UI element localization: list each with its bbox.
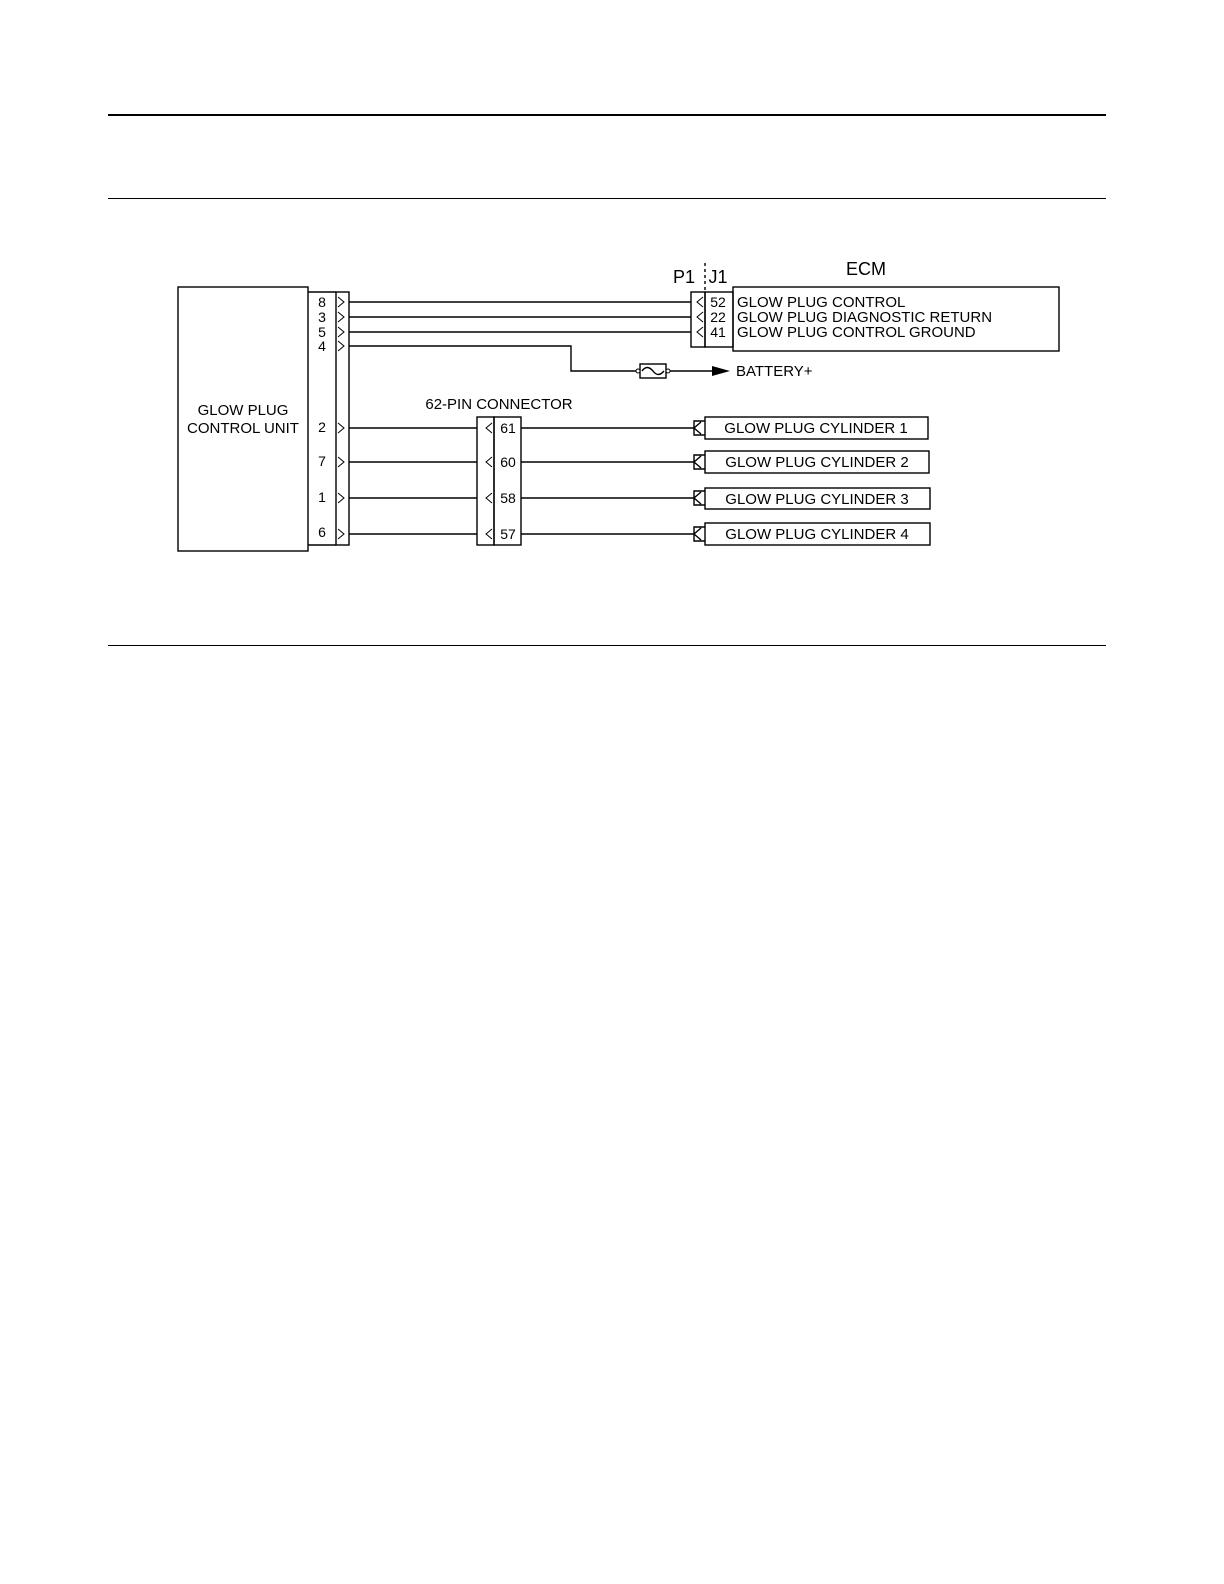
battery-arrow-icon	[712, 366, 730, 376]
pin-chevron	[338, 493, 344, 503]
fuse-terminal	[636, 369, 640, 373]
glow-plug-control-unit-box	[178, 287, 308, 551]
pin-chevron	[697, 297, 703, 307]
pin-chevron	[338, 312, 344, 322]
pin-chevron	[338, 423, 344, 433]
ecm-title: ECM	[846, 259, 886, 279]
ecm-plug-label: P1	[672, 267, 696, 287]
pin-chevron	[338, 297, 344, 307]
pin-chevron	[486, 529, 492, 539]
gpcu-connector	[336, 292, 349, 545]
cylinder-label: GLOW PLUG CYLINDER 4	[725, 526, 909, 543]
gpcu-label-line2: CONTROL UNIT	[187, 420, 299, 437]
gpcu-label-line1: GLOW PLUG	[197, 402, 289, 419]
pin-chevron	[697, 312, 703, 322]
gpcu-pin: 4	[318, 338, 326, 354]
62-pin-number: 60	[500, 454, 516, 470]
gpcu-pin: 7	[318, 453, 326, 469]
cylinder-label: GLOW PLUG CYLINDER 1	[724, 420, 908, 437]
gpcu-pin: 5	[318, 324, 326, 340]
cylinder-terminal-1	[694, 421, 705, 435]
gpcu-pin: 6	[318, 524, 326, 540]
wire-4-battery	[349, 346, 638, 371]
ecm-signal: GLOW PLUG DIAGNOSTIC RETURN	[737, 309, 993, 326]
fuse-terminal	[666, 369, 670, 373]
ecm-pin: 41	[710, 324, 726, 340]
gpcu-pin: 8	[318, 294, 326, 310]
gpcu-pin: 3	[318, 309, 326, 325]
pin-chevron	[697, 327, 703, 337]
cylinder-label: GLOW PLUG CYLINDER 3	[725, 491, 909, 508]
62-pin-number: 57	[500, 526, 516, 542]
pin-chevron	[338, 529, 344, 539]
pin-chevron	[338, 457, 344, 467]
cylinder-terminal-4	[694, 527, 705, 541]
62-pin-number: 58	[500, 490, 516, 506]
pin-chevron	[486, 493, 492, 503]
cylinder-terminal-2	[694, 455, 705, 469]
62-pin-connector-left	[477, 417, 494, 545]
62-pin-number: 61	[500, 420, 516, 436]
cylinder-label: GLOW PLUG CYLINDER 2	[725, 454, 909, 471]
pin-chevron	[486, 457, 492, 467]
battery-label: BATTERY+	[736, 363, 813, 380]
ecm-signal: GLOW PLUG CONTROL GROUND	[737, 324, 976, 341]
gpcu-pin: 1	[318, 489, 326, 505]
pin-chevron	[338, 327, 344, 337]
62-pin-connector-label: 62-PIN CONNECTOR	[425, 396, 573, 413]
ecm-pin: 22	[710, 309, 726, 325]
ecm-pin: 52	[710, 294, 726, 310]
cylinder-terminal-3	[694, 491, 705, 505]
pin-chevron	[486, 423, 492, 433]
ecm-signal: GLOW PLUG CONTROL	[737, 294, 906, 311]
gpcu-pin: 2	[318, 419, 326, 435]
ecm-jack-label: J1	[708, 267, 728, 287]
pin-chevron	[338, 341, 344, 351]
ecm-connector-p1	[691, 292, 705, 347]
